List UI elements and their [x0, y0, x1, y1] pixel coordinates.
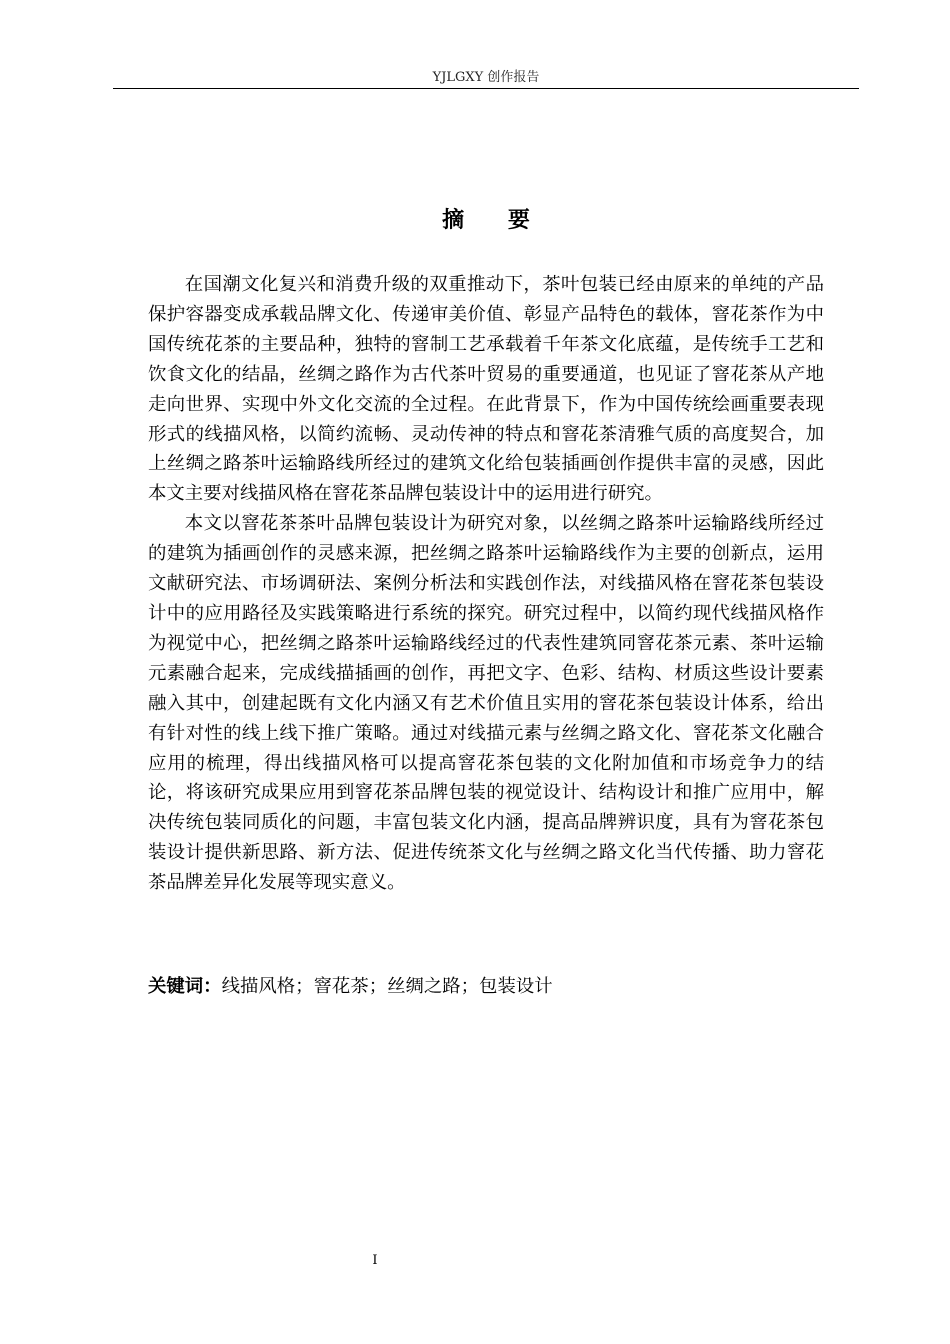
abstract-paragraph-1: 在国潮文化复兴和消费升级的双重推动下，茶叶包装已经由原来的单纯的产品保护容器变成承载品牌文化、传递审美价值、彰显产品特色的载体，窨花茶作为中国传统花茶的主要品种，独特的窨制工艺承载着千年茶文化底蕴，是传统手工艺和饮食文化的结晶，丝绸之路作为古代茶叶贸易的重要通道，也见证了窨花茶从产地走向世界、实现中外文化交流的全过程。在此背景下，作为中国传统绘画重要表现形式的线描风格，以简约流畅、灵动传神的特点和窨花茶清雅气质的高度契合，加上丝绸之路茶叶运输路线所经过的建筑文化给包装插画创作提供丰富的灵感，因此本文主要对线描风格在窨花茶品牌包装设计中的运用进行研究。: [148, 274, 824, 505]
page-header: YJLGXY 创作报告: [432, 70, 540, 85]
header-rule: [113, 88, 859, 89]
keywords-label: 关键词：: [148, 976, 222, 997]
page-number: I: [372, 1253, 378, 1268]
abstract-body: [148, 270, 824, 898]
keywords-value: 线描风格；窨花茶；丝绸之路；包装设计: [221, 976, 553, 997]
keywords-line: [148, 972, 824, 1002]
abstract-paragraph-2: 本文以窨花茶茶叶品牌包装设计为研究对象，以丝绸之路茶叶运输路线所经过的建筑为插画创作的灵感来源，把丝绸之路茶叶运输路线作为主要的创新点，运用文献研究法、市场调研法、案例分析法和实践创作法，对线描风格在窨花茶包装设计中的应用路径及实践策略进行系统的探究。研究过程中，以简约现代线描风格作为视觉中心，把丝绸之路茶叶运输路线经过的代表性建筑同窨花茶元素、茶叶运输元素融合起来，完成线描插画的创作，再把文字、色彩、结构、材质这些设计要素融入其中，创建起既有文化内涵又有艺术价值且实用的窨花茶包装设计体系，给出有针对性的线上线下推广策略。通过对线描元素与丝绸之路文化、窨花茶文化融合应用的梳理，得出线描风格可以提高窨花茶包装的文化附加值和市场竞争力的结论，将该研究成果应用到窨花茶品牌包装的视觉设计、结构设计和推广应用中，解决传统包装同质化的问题，丰富包装文化内涵，提高品牌辨识度，具有为窨花茶包装设计提供新思路、新方法、促进传统茶文化与丝绸之路文化当代传播、助力窨花茶品牌差异化发展等现实意义。: [148, 513, 824, 894]
abstract-title: 摘 要: [442, 208, 548, 233]
